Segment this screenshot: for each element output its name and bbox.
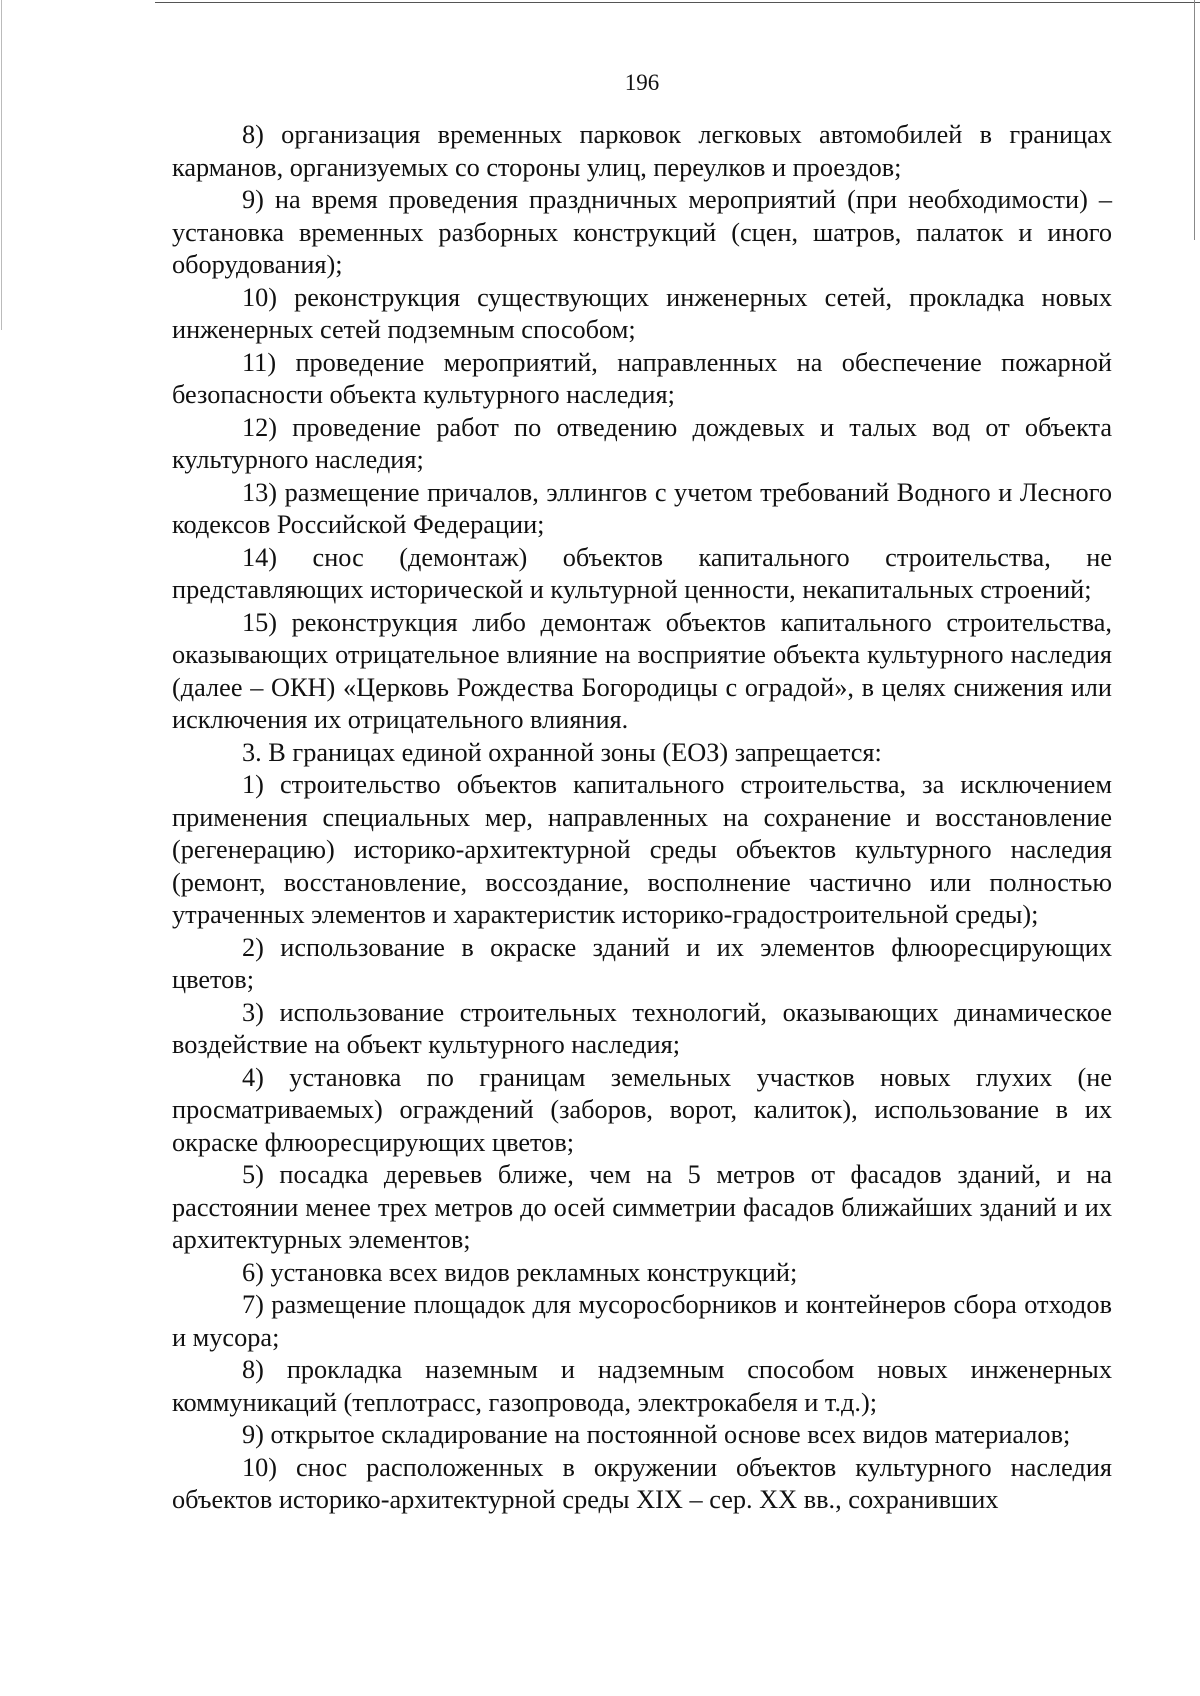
- paragraph: 4) установка по границам земельных участков новых глухих (не просматриваемых) ограждений (заборов, ворот, калиток), использование в их окраске флюоресцирующих цветов;: [172, 1062, 1112, 1157]
- paragraph: 10) снос расположенных в окружении объектов культурного наследия объектов историко-архитектурной среды XIX – сер. XX вв., сохранивших: [172, 1452, 1112, 1514]
- document-body: [172, 119, 1112, 1517]
- paragraph: 3) использование строительных технологий, оказывающих динамическое воздействие на объект культурного наследия;: [172, 997, 1112, 1059]
- paragraph: 11) проведение мероприятий, направленных на обеспечение пожарной безопасности объекта культурного наследия;: [172, 347, 1112, 409]
- paragraph: 9) на время проведения праздничных мероприятий (при необходимости) – установка временных разборных конструкций (сцен, шатров, палаток и иного оборудования);: [172, 185, 1112, 279]
- paragraph: 2) использование в окраске зданий и их элементов флюоресцирующих цветов;: [172, 932, 1112, 994]
- scan-border-top: [155, 2, 1200, 3]
- paragraph: 8) прокладка наземным и надземным способом новых инженерных коммуникаций (теплотрасс, газопровода, электрокабеля и т.д.);: [172, 1355, 1112, 1417]
- scan-border-left: [1, 0, 2, 330]
- paragraph: 10) реконструкция существующих инженерных сетей, прокладка новых инженерных сетей подземным способом;: [172, 282, 1112, 344]
- scan-border-right: [1194, 0, 1195, 240]
- paragraph: 12) проведение работ по отведению дождевых и талых вод от объекта культурного наследия;: [172, 412, 1112, 474]
- paragraph: 1) строительство объектов капитального строительства, за исключением применения специальных мер, направленных на сохранение и восстановление (регенерацию) историко-архитектурной среды объектов культурного наследия (ремонт, восстановление, воссоздание, восполнение частично или полностью утраченных элементов и характеристик историко-градостроительной среды);: [172, 770, 1112, 929]
- paragraph: 15) реконструкция либо демонтаж объектов капитального строительства, оказывающих отрицательное влияние на восприятие объекта культурного наследия (далее – ОКН) «Церковь Рождества Богородицы с оградой», в целях снижения или исключения их отрицательного влияния.: [172, 607, 1112, 734]
- paragraph: 8) организация временных парковок легковых автомобилей в границах карманов, организуемых со стороны улиц, переулков и проездов;: [172, 120, 1112, 182]
- paragraph: 3. В границах единой охранной зоны (ЕОЗ) запрещается:: [242, 737, 882, 767]
- paragraph: 6) установка всех видов рекламных конструкций;: [242, 1257, 798, 1287]
- paragraph: 7) размещение площадок для мусоросборников и контейнеров сбора отходов и мусора;: [172, 1290, 1112, 1352]
- paragraph: 5) посадка деревьев ближе, чем на 5 метров от фасадов зданий, и на расстоянии менее трех метров до осей симметрии фасадов ближайших зданий и их архитектурных элементов;: [172, 1160, 1112, 1254]
- paragraph: 9) открытое складирование на постоянной основе всех видов материалов;: [242, 1420, 1071, 1449]
- page-number: 196: [624, 70, 660, 95]
- paragraph: 13) размещение причалов, эллингов с учетом требований Водного и Лесного кодексов Российской Федерации;: [172, 477, 1112, 539]
- paragraph: 14) снос (демонтаж) объектов капитального строительства, не представляющих исторической и культурной ценности, некапитальных строений;: [172, 542, 1112, 604]
